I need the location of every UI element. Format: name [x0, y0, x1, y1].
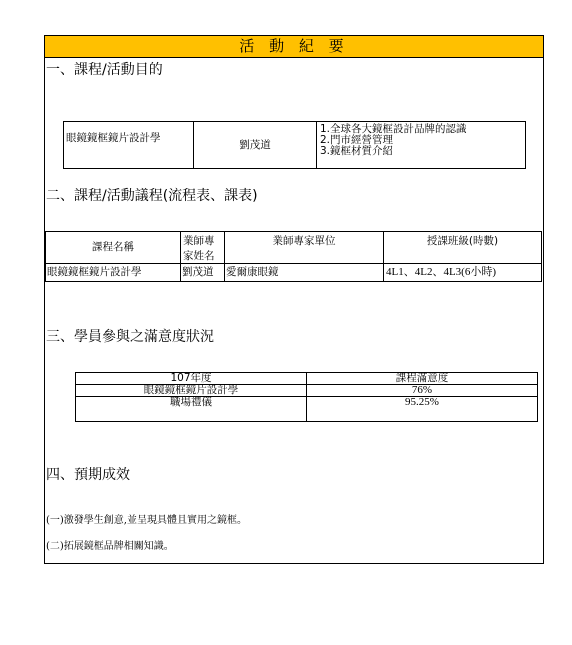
section2-heading: 二、課程/活動議程(流程表、課表) [46, 188, 258, 204]
section1-table [63, 121, 526, 169]
satisfaction-row-name: 職場禮儀 [75, 396, 307, 422]
goal-item: 3.鏡框材質介紹 [320, 145, 394, 157]
satisfaction-table [75, 372, 538, 422]
row-expert: 劉茂道 [180, 263, 225, 282]
section1-heading: 一、課程/活動目的 [46, 62, 163, 78]
satisfaction-row-value: 76% [306, 384, 538, 397]
header-expert: 業師專家姓名 [180, 231, 225, 264]
satisfaction-row-value: 95.25% [306, 396, 538, 422]
expected-outcome-item: (二)拓展鏡框品牌相關知識。 [46, 541, 174, 552]
satisfaction-row-name: 眼鏡鏡框鏡片設計學 [75, 384, 307, 397]
row-classes: 4L1、4L2、4L3(6小時) [383, 263, 542, 282]
header-course: 課程名稱 [45, 231, 181, 264]
section4-heading: 四、預期成效 [46, 467, 130, 483]
agenda-table [45, 231, 542, 282]
course-name-cell: 眼鏡鏡框鏡片設計學 [63, 121, 194, 169]
satisfaction-header-score: 課程滿意度 [306, 372, 538, 385]
header-classes: 授課班級(時數) [383, 231, 542, 264]
goal-item: 2.門市經營管理 [320, 134, 394, 146]
goals-cell [316, 121, 526, 169]
satisfaction-header-year: 107年度 [75, 372, 307, 385]
row-unit: 愛爾康眼鏡 [224, 263, 384, 282]
document-frame [44, 35, 544, 564]
document-title: 活 動 紀 要 [45, 36, 543, 58]
goal-item: 1.全球各大鏡框設計品牌的認識 [320, 123, 467, 135]
teacher-cell: 劉茂道 [193, 121, 317, 169]
header-unit: 業師專家單位 [224, 231, 384, 264]
section3-heading: 三、學員參與之滿意度狀況 [46, 329, 214, 345]
row-course: 眼鏡鏡框鏡片設計學 [45, 263, 181, 282]
expected-outcome-item: (一)激發學生創意,並呈現具體且實用之鏡框。 [46, 515, 247, 526]
